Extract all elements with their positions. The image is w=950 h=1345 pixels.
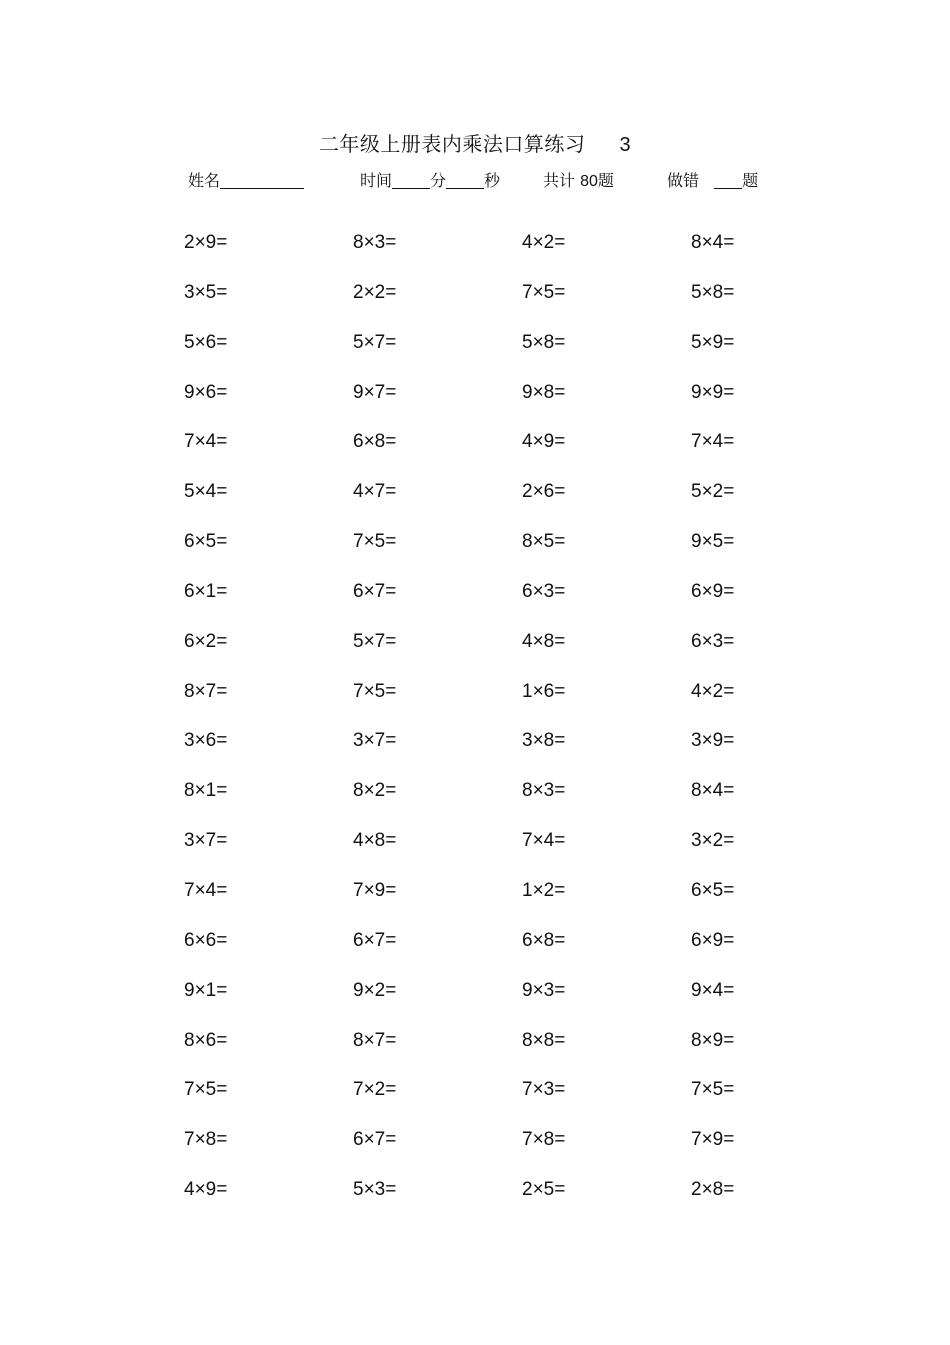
problem-item: 7×4= <box>522 830 566 852</box>
problem-item: 5×4= <box>184 481 228 503</box>
problem-item: 6×8= <box>522 929 566 951</box>
wrong-unit: 题 <box>742 171 759 190</box>
problem-item: 7×8= <box>184 1129 228 1151</box>
problem-item: 9×6= <box>184 381 228 403</box>
problem-item: 5×8= <box>691 281 735 303</box>
problem-item: 7×4= <box>184 879 228 901</box>
problem-item: 2×8= <box>691 1179 735 1201</box>
problem-item: 8×3= <box>353 232 397 253</box>
problem-item: 5×7= <box>353 331 397 353</box>
problem-item: 8×9= <box>691 1029 735 1051</box>
problem-item: 7×4= <box>184 431 228 453</box>
problem-item: 8×4= <box>691 780 735 802</box>
problem-item: 7×5= <box>522 281 566 303</box>
problem-item: 9×1= <box>184 979 228 1001</box>
problem-grid <box>184 228 784 1225</box>
problem-item: 7×9= <box>353 879 397 901</box>
problem-item: 8×7= <box>184 680 228 702</box>
problem-item: 9×2= <box>353 979 397 1001</box>
problem-item: 5×7= <box>353 630 397 652</box>
problem-item: 7×9= <box>691 1129 735 1151</box>
problem-item: 9×4= <box>691 979 735 1001</box>
problem-item: 7×5= <box>353 531 397 553</box>
seconds-blank <box>446 172 484 189</box>
problem-item: 6×7= <box>353 580 397 602</box>
problem-item: 5×8= <box>522 331 566 353</box>
second-label: 秒 <box>484 171 501 190</box>
problem-item: 9×5= <box>691 531 735 553</box>
title-text: 二年级上册表内乘法口算练习 <box>318 132 586 156</box>
problem-item: 6×3= <box>522 580 566 602</box>
problem-item: 6×1= <box>184 580 228 602</box>
problem-item: 7×4= <box>691 431 735 453</box>
problem-item: 4×7= <box>353 481 397 503</box>
problem-item: 7×3= <box>522 1079 566 1101</box>
problem-item: 8×2= <box>353 780 397 802</box>
problem-item: 8×3= <box>522 780 566 802</box>
time-label: 时间 <box>360 171 393 190</box>
time-field <box>360 168 500 191</box>
problem-item: 2×5= <box>522 1179 566 1201</box>
problem-item: 4×9= <box>522 431 566 453</box>
problem-item: 9×9= <box>691 381 735 403</box>
problem-item: 8×8= <box>522 1029 566 1051</box>
problem-item: 2×9= <box>184 232 228 253</box>
problem-item: 8×1= <box>184 780 228 802</box>
name-blank <box>220 172 304 189</box>
problem-item: 5×9= <box>691 331 735 353</box>
total-count: 80 <box>580 173 598 190</box>
problem-item: 3×5= <box>184 281 228 303</box>
problem-item: 8×5= <box>522 531 566 553</box>
total-label: 共计 <box>543 171 576 190</box>
problem-item: 3×9= <box>691 730 735 752</box>
problem-item: 7×5= <box>353 680 397 702</box>
problem-item: 4×8= <box>522 630 566 652</box>
problem-item: 6×7= <box>353 929 397 951</box>
problem-item: 2×2= <box>353 281 397 303</box>
problem-item: 6×5= <box>184 531 228 553</box>
problem-item: 6×8= <box>353 431 397 453</box>
problem-item: 5×3= <box>353 1179 397 1201</box>
total-unit: 题 <box>597 171 614 190</box>
problem-item: 4×2= <box>522 232 566 253</box>
total-field <box>543 168 614 191</box>
problem-item: 6×7= <box>353 1129 397 1151</box>
problem-item: 4×9= <box>184 1179 228 1201</box>
problem-item: 6×2= <box>184 630 228 652</box>
problem-item: 1×2= <box>522 879 566 901</box>
wrong-field <box>667 168 758 191</box>
problem-item: 9×7= <box>353 381 397 403</box>
worksheet-number: 3 <box>619 134 632 156</box>
wrong-label: 做错 <box>667 171 700 190</box>
problem-item: 6×9= <box>691 929 735 951</box>
minutes-blank <box>392 172 430 189</box>
problem-item: 3×7= <box>184 830 228 852</box>
problem-item: 6×6= <box>184 929 228 951</box>
problem-item: 7×5= <box>691 1079 735 1101</box>
name-label: 姓名 <box>188 171 221 190</box>
problem-item: 3×8= <box>522 730 566 752</box>
problem-item: 5×6= <box>184 331 228 353</box>
problem-item: 5×2= <box>691 481 735 503</box>
problem-item: 7×2= <box>353 1079 397 1101</box>
problem-item: 3×6= <box>184 730 228 752</box>
problem-item: 7×8= <box>522 1129 566 1151</box>
problem-item: 4×8= <box>353 830 397 852</box>
minute-label: 分 <box>430 171 447 190</box>
problem-item: 7×5= <box>184 1079 228 1101</box>
problem-item: 4×2= <box>691 680 735 702</box>
problem-item: 1×6= <box>522 680 566 702</box>
problem-item: 3×2= <box>691 830 735 852</box>
problem-item: 8×7= <box>353 1029 397 1051</box>
problem-item: 6×5= <box>691 879 735 901</box>
problem-item: 8×6= <box>184 1029 228 1051</box>
problem-item: 9×3= <box>522 979 566 1001</box>
problem-item: 9×8= <box>522 381 566 403</box>
name-field <box>188 168 304 191</box>
wrong-blank <box>714 172 742 189</box>
problem-item: 6×9= <box>691 580 735 602</box>
worksheet-title <box>0 128 950 157</box>
problem-item: 8×4= <box>691 232 735 253</box>
problem-item: 2×6= <box>522 481 566 503</box>
problem-item: 3×7= <box>353 730 397 752</box>
problem-item: 6×3= <box>691 630 735 652</box>
